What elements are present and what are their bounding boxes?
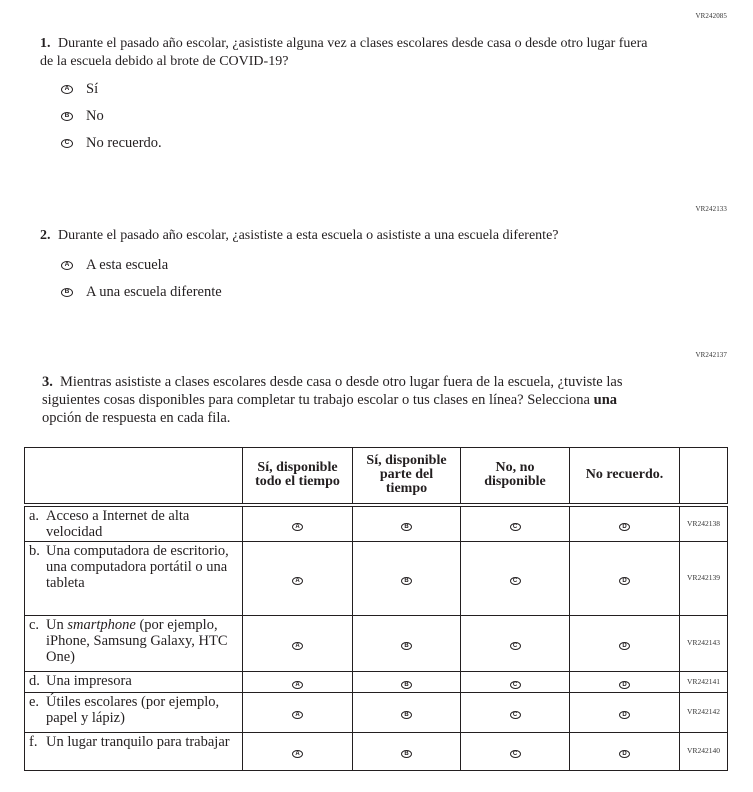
answer-cell-a[interactable] [243,505,353,542]
row-text [46,617,238,665]
grid-row-label [25,732,243,770]
column-header-d: No recuerdo. [570,448,680,505]
question-number: 3. [42,374,53,390]
bubble-a-icon[interactable]: A [292,711,303,719]
answer-cell-a[interactable] [243,541,353,615]
bubble-a-icon[interactable]: A [292,681,303,689]
item-code-q2: VR242133 [695,205,727,213]
row-text [46,508,238,540]
row-text-part: (por ejemplo, iPhone, Samsung Galaxy, HTC One) [46,616,228,665]
q1-option-a[interactable] [61,76,162,103]
row-text [46,734,230,750]
row-text-part: Un [46,616,68,633]
grid-row [25,615,728,671]
bubble-c-icon[interactable]: C [510,523,521,531]
row-text [46,673,132,689]
row-letter: b. [29,542,40,559]
bubble-b-icon[interactable]: B [61,112,73,121]
answer-cell-d[interactable] [570,505,680,542]
answer-cell-b[interactable] [353,671,461,692]
q2-option-b[interactable] [61,279,222,306]
question-emphasis: una [593,392,618,408]
row-text-part: Una impresora [46,672,132,689]
column-header-c: No, no disponible [461,448,570,505]
grid-row [25,541,728,615]
answer-cell-d[interactable] [570,671,680,692]
grid-row-label [25,615,243,671]
row-item-code: VR242140 [680,732,728,770]
answer-cell-c[interactable] [461,692,570,732]
answer-cell-d[interactable] [570,692,680,732]
question-3 [42,373,647,427]
bubble-c-icon[interactable]: C [510,681,521,689]
answer-cell-a[interactable] [243,692,353,732]
q1-option-b[interactable] [61,103,162,130]
grid-header-row [25,448,728,505]
bubble-b-icon[interactable]: B [401,750,412,758]
bubble-b-icon[interactable]: B [401,711,412,719]
grid-row-label-wrap [29,734,238,750]
answer-cell-d[interactable] [570,615,680,671]
row-letter: f. [29,733,38,750]
row-text-part: Un lugar tranquilo para trabajar [46,733,230,750]
row-item-code: VR242141 [680,671,728,692]
bubble-b-icon[interactable]: B [61,288,73,297]
response-grid [24,447,728,771]
bubble-b-icon[interactable]: B [401,523,412,531]
answer-cell-b[interactable] [353,541,461,615]
option-label: Sí [86,81,99,97]
bubble-d-icon[interactable]: D [619,681,630,689]
bubble-a-icon[interactable]: A [292,750,303,758]
question-text: Durante el pasado año escolar, ¿asististe alguna vez a clases escolares desde casa o desde otro lugar fuera de la escuela debido al brote de COVID-19? [40,36,648,69]
answer-cell-d[interactable] [570,541,680,615]
question-text: Mientras asististe a clases escolares desde casa o desde otro lugar fuera de la escuela, ¿tuviste las siguientes cosas disponibles para completar tu trabajo escolar o tus clases en línea? Selecciona [42,374,623,408]
grid-row-label-wrap [29,543,238,591]
answer-cell-b[interactable] [353,505,461,542]
bubble-c-icon[interactable]: C [510,750,521,758]
q2-options [61,252,222,306]
question-number: 1. [40,36,51,51]
row-item-code: VR242139 [680,541,728,615]
question-1 [40,35,660,71]
grid-row-label-wrap [29,617,238,665]
row-text-part: Útiles escolares (por ejemplo, papel y lápiz) [46,693,220,726]
bubble-c-icon[interactable]: C [61,139,73,148]
question-text: Durante el pasado año escolar, ¿asististe a esta escuela o asististe a una escuela diferente? [58,228,559,243]
answer-cell-c[interactable] [461,541,570,615]
column-header-b: Sí, disponible parte del tiempo [353,448,461,505]
answer-cell-a[interactable] [243,671,353,692]
grid-row-label [25,671,243,692]
grid-row [25,732,728,770]
row-item-code: VR242143 [680,615,728,671]
row-letter: c. [29,616,40,633]
grid-row [25,692,728,732]
question-2 [40,227,660,245]
column-header-a: Sí, disponible todo el tiempo [243,448,353,505]
row-letter: a. [29,507,40,524]
bubble-d-icon[interactable]: D [619,711,630,719]
bubble-d-icon[interactable]: D [619,642,630,650]
question-number: 2. [40,228,51,243]
item-code-q3: VR242137 [695,351,727,359]
grid-row-label-wrap [29,508,238,540]
q2-option-a[interactable] [61,252,222,279]
option-label: A esta escuela [86,257,169,273]
bubble-a-icon[interactable]: A [61,261,73,270]
row-letter: d. [29,672,40,689]
bubble-d-icon[interactable]: D [619,523,630,531]
grid-row-label [25,541,243,615]
row-item-code: VR242142 [680,692,728,732]
question-text-end: opción de respuesta en cada fila. [42,410,231,426]
bubble-a-icon[interactable]: A [292,523,303,531]
bubble-d-icon[interactable]: D [619,577,630,585]
grid-row-label [25,692,243,732]
bubble-a-icon[interactable]: A [292,577,303,585]
bubble-b-icon[interactable]: B [401,681,412,689]
row-text [46,543,238,591]
row-text-part: Una computadora de escritorio, una computadora portátil o una tableta [46,542,229,591]
bubble-b-icon[interactable]: B [401,577,412,585]
answer-cell-a[interactable] [243,615,353,671]
bubble-c-icon[interactable]: C [510,711,521,719]
row-item-code: VR242138 [680,505,728,542]
option-label: No recuerdo. [86,135,162,151]
bubble-c-icon[interactable]: C [510,642,521,650]
grid-row-label [25,505,243,542]
grid-row [25,505,728,542]
grid-row-label-wrap [29,673,238,689]
bubble-b-icon[interactable]: B [401,642,412,650]
answer-cell-c[interactable] [461,505,570,542]
bubble-d-icon[interactable]: D [619,750,630,758]
grid-row-label-wrap [29,694,238,726]
bubble-c-icon[interactable]: C [510,577,521,585]
bubble-a-icon[interactable]: A [61,85,73,94]
row-text-italic: smartphone [67,616,136,633]
option-label: A una escuela diferente [86,284,222,300]
grid-row [25,671,728,692]
option-label: No [86,108,104,124]
row-text-part: Acceso a Internet de alta velocidad [46,507,190,540]
row-text [46,694,238,726]
grid-header-blank [25,448,243,505]
answer-cell-b[interactable] [353,732,461,770]
answer-cell-b[interactable] [353,615,461,671]
q1-options [61,76,162,157]
answer-cell-c[interactable] [461,671,570,692]
grid-header-code [680,448,728,505]
answer-cell-c[interactable] [461,732,570,770]
answer-cell-b[interactable] [353,692,461,732]
bubble-a-icon[interactable]: A [292,642,303,650]
q1-option-c[interactable] [61,130,162,157]
answer-cell-c[interactable] [461,615,570,671]
item-code-q1: VR242085 [695,12,727,20]
row-letter: e. [29,693,40,710]
answer-cell-d[interactable] [570,732,680,770]
answer-cell-a[interactable] [243,732,353,770]
